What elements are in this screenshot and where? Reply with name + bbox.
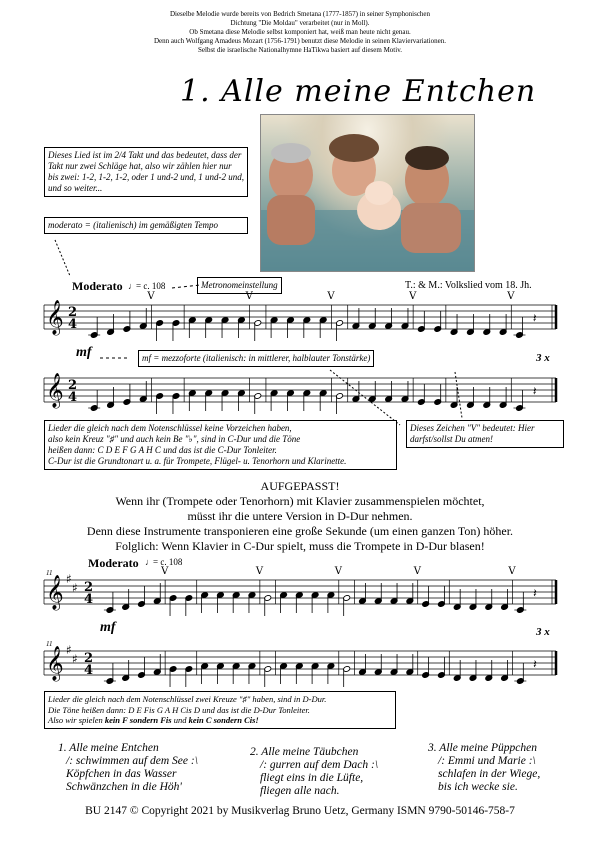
verse-line: fliegt eins in die Lüfte, [260, 772, 364, 784]
c-dur-line: Lieder die gleich nach dem Notenschlüssel keine Vorzeichen haben, [48, 423, 292, 433]
attention-line: Folglich: Wenn Klavier in C-Dur spielt, muss die Trompete in D-Dur blasen! [115, 539, 485, 553]
verse-line: Köpfchen in das Wasser [66, 768, 177, 780]
breath-mark-icon: V [161, 566, 169, 577]
note-c-dur [44, 420, 397, 470]
tempo-marking-d: = c. 108 [153, 557, 183, 567]
verse-line: bis ich wecke sie. [438, 781, 518, 793]
time-signature-top: 2 [84, 651, 94, 666]
d-dur-line: Also wir spielen kein F sondern Fis und kein C sondern Cis! [48, 715, 259, 725]
verse-line: schlafen in der Wiege, [438, 768, 541, 780]
breath-mark-icon: V [409, 291, 417, 302]
quarter-note-icon: ♩ [128, 281, 137, 291]
intro-line: Denn auch Wolfgang Amadeus Mozart (1756-1791) benutzt diese Melodie in seinen Klaviervariationen. [153, 37, 447, 45]
verse-line: fliegen alle nach. [260, 785, 340, 797]
intro-line: Ob Smetana diese Melodie selbst komponiert hat, weiß man heute nicht genau. [189, 28, 411, 36]
breath-mark-icon: V [508, 566, 516, 577]
breath-mark-icon: V [327, 291, 335, 302]
dashed-leader [455, 372, 462, 418]
sharp-icon: ♯ [66, 572, 72, 586]
verse-3 [428, 742, 540, 794]
attention-line: Wenn ihr (Trompete oder Tenorhorn) mit Klavier zusammenspielen möchtet, [115, 494, 485, 508]
time-signature-bottom: 4 [84, 663, 94, 678]
treble-clef-icon: 𝄞 [46, 373, 64, 408]
time-signature-bottom: 4 [68, 390, 78, 405]
verse-line: 1. Alle meine Entchen [58, 742, 159, 754]
verse-2 [250, 746, 378, 798]
tempo-label: Moderato [72, 279, 123, 293]
time-signature-bottom: 4 [68, 317, 78, 332]
breath-mark-icon: V [334, 566, 343, 577]
page-title: 1. Alle meine Entchen [180, 74, 537, 109]
quarter-rest-icon: 𝄽 [533, 657, 537, 671]
intro-line: Dieselbe Melodie wurde bereits von Bedrich Smetana (1777-1857) in seiner Symphonischen [169, 10, 431, 18]
note-breath-mark: Dieses Zeichen "V" bedeutet: Hier darfst/sollst Du atmen! [406, 420, 564, 448]
quarter-note-icon: ♩ [145, 557, 154, 567]
c-dur-line: also kein Kreuz "♯" und auch kein Be "♭", sind in C-Dur und die Töne [48, 434, 301, 444]
measure-number: 11 [46, 640, 53, 648]
c-dur-line: C-Dur ist die Grundtonart u. a. für Trompete, Flügel- u. Tenorhorn und Klarinette. [48, 456, 347, 466]
copyright-footer: BU 2147 © Copyright 2021 by Musikverlag Bruno Uetz, Germany ISMN 9790-50146-758-7 [85, 805, 515, 817]
verse-line: Schwänzchen in die Höh' [66, 781, 182, 793]
dynamic-mf: mf [76, 345, 92, 360]
treble-clef-icon: 𝄞 [46, 300, 64, 335]
tempo-marking: = c. 108 [136, 281, 166, 291]
intro-line: Selbst die israelische Nationalhymne HaTikwa basiert auf diesem Motiv. [198, 46, 402, 54]
d-dur-line: Die Töne heißen dann: D E Fis G A H Cis D und das ist die D-Dur Tonleiter. [48, 704, 310, 715]
time-signature-top: 2 [84, 580, 94, 595]
quarter-rest-icon: 𝄽 [532, 311, 537, 325]
time-signature-top: 2 [68, 378, 78, 393]
breath-mark-icon: V [413, 566, 421, 577]
note-moderato: moderato = (italienisch) im gemäßigten Tempo [44, 217, 248, 234]
note-d-dur [44, 691, 396, 729]
verse-line: 2. Alle meine Täubchen [250, 746, 359, 758]
attribution: T.: & M.: Volkslied vom 18. Jh. [405, 280, 532, 291]
breath-mark-icon: V [245, 291, 253, 302]
dashed-leader [55, 240, 70, 276]
verse-line: /: schwimmen auf dem See :\ [66, 755, 198, 767]
note-mezzoforte: mf = mezzoforte (italienisch: in mittlerer, halblauter Tonstärke) [138, 350, 374, 367]
measure-number: 11 [46, 569, 53, 577]
repeat-marking: 3 x [536, 352, 550, 364]
attention-line: AUFGEPASST! [260, 479, 340, 493]
note-metronome: Metronomeinstellung [197, 277, 282, 294]
attention-text [60, 479, 540, 554]
sharp-icon: ♯ [72, 652, 78, 666]
note-time-signature: Dieses Lied ist im 2/4 Takt und das bedeutet, dass der Takt nur zwei Schläge hat, also wir zählen hier nur bis zwei: 1-2, 1-2, 1-2, oder 1 und-2 und, 1 und-2 und, und so weiter... [44, 147, 248, 197]
sharp-icon: ♯ [66, 643, 72, 657]
time-signature-top: 2 [68, 305, 78, 320]
verse-line: 3. Alle meine Püppchen [428, 742, 538, 754]
d-dur-line: Lieder die gleich nach dem Notenschlüssel zwei Kreuze "♯" haben, sind in D-Dur. [48, 694, 327, 704]
repeat-marking-d: 3 x [536, 626, 550, 638]
breath-mark-icon: V [147, 291, 155, 302]
attention-line: müsst ihr die untere Version in D-Dur nehmen. [187, 509, 413, 523]
tempo-label-d: Moderato [88, 556, 139, 570]
time-signature-bottom: 4 [84, 592, 94, 607]
verse-line: /: Emmi und Marie :\ [438, 755, 536, 767]
c-dur-line: heißen dann: C D E F G A H C und das ist die C-Dur Tonleiter. [48, 445, 277, 455]
treble-clef-icon: 𝄞 [46, 575, 64, 610]
treble-clef-icon: 𝄞 [46, 646, 64, 681]
verse-1 [58, 742, 198, 794]
sharp-icon: ♯ [72, 581, 78, 595]
dashed-leader [172, 285, 200, 288]
breath-mark-icon: V [507, 291, 515, 302]
quarter-rest-icon: 𝄽 [532, 384, 537, 398]
breath-mark-icon: V [255, 566, 264, 577]
quarter-rest-icon: 𝄽 [533, 586, 537, 600]
intro-line: Dichtung "Die Moldau" verarbeitet (nur in Moll). [230, 19, 370, 27]
dynamic-mf-d: mf [100, 620, 116, 635]
verse-line: /: gurren auf dem Dach :\ [260, 759, 379, 771]
attention-line: Denn diese Instrumente transponieren eine große Sekunde (um einen ganzen Ton) höher. [86, 524, 514, 538]
